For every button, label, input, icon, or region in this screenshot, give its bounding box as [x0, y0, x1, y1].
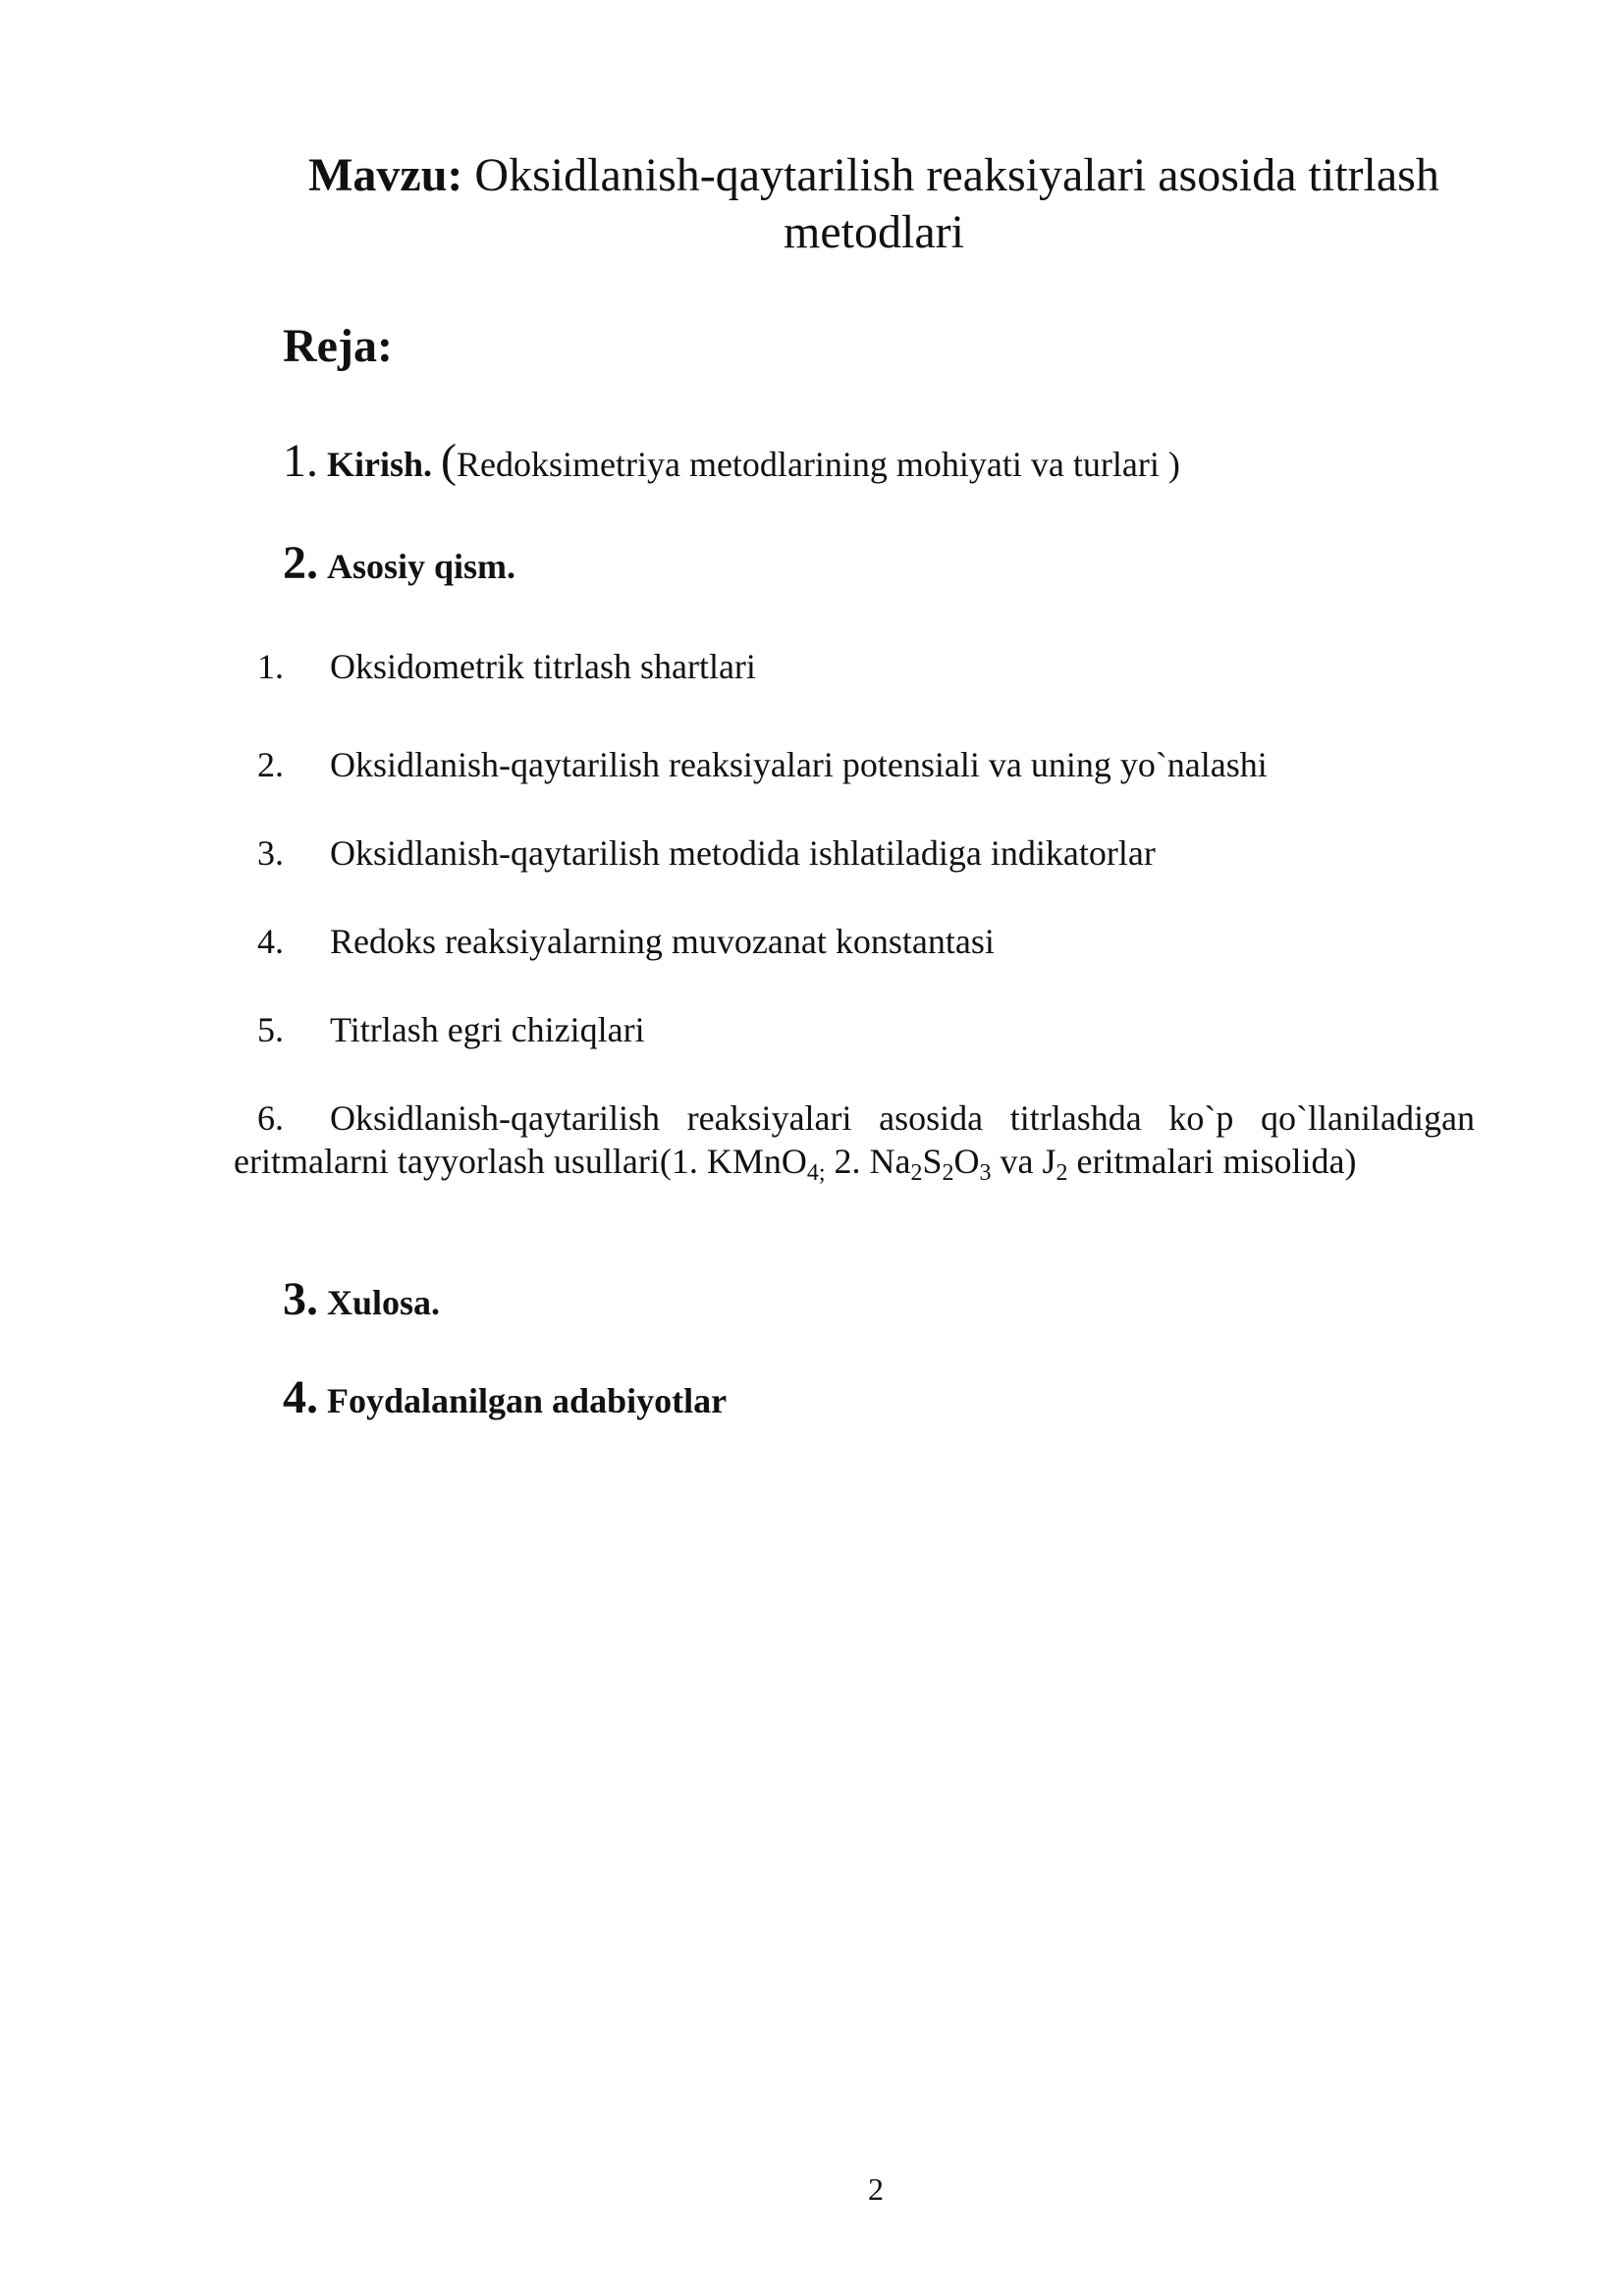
section-1 [283, 435, 1180, 487]
section-number: 2. [283, 537, 318, 589]
title-label: Mavzu: [308, 149, 463, 201]
section-paren: ( [441, 435, 457, 487]
subitem-text: Oksidlanish-qaytarilish metodida ishlatiladiga indikatorlar [330, 833, 1156, 873]
subscript: 2 [910, 1160, 923, 1186]
subitem-text-part: 2. Na [825, 1142, 911, 1181]
page-title [236, 147, 1512, 261]
subscript: 3 [979, 1160, 992, 1186]
subitem-text: Redoks reaksiyalarning muvozanat konstantasi [330, 922, 995, 961]
section-3 [283, 1273, 441, 1325]
plan-heading: Reja: [283, 320, 393, 372]
section-heading: Asosiy qism. [327, 547, 516, 586]
subitem-text: Oksidlanish-qaytarilish reaksiyalari asosida titrlashda ko`p qo`llaniladigan [330, 1098, 1475, 1138]
section-heading: Kirish. [327, 445, 433, 484]
section-number: 4. [283, 1371, 318, 1423]
subitem-6-line-2 [234, 1140, 1475, 1186]
subscript: 2 [1056, 1160, 1068, 1186]
subitem-number: 2. [257, 745, 284, 784]
section-heading: Foydalanilgan adabiyotlar [327, 1381, 728, 1420]
title-text: Oksidlanish-qaytarilish reaksiyalari asosida titrlash metodlari [462, 149, 1439, 258]
subitem-text: Oksidlanish-qaytarilish reaksiyalari potensiali va uning yo`nalashi [330, 745, 1268, 784]
subitem-number: 6. [257, 1098, 284, 1138]
subitem-number: 3. [257, 833, 284, 873]
subitem-text-part: eritmalari misolida) [1067, 1142, 1357, 1181]
subitem-text: Titrlash egri chiziqlari [330, 1010, 645, 1049]
subitem-text: Oksidometrik titrlash shartlari [330, 647, 756, 686]
subitem-text-part: O [953, 1142, 980, 1181]
subitem-5 [257, 1008, 645, 1051]
subitem-4 [257, 920, 995, 963]
subscript: 2 [942, 1160, 954, 1186]
subscript: 4; [806, 1160, 826, 1186]
section-number: 1. [283, 435, 318, 487]
section-number: 3. [283, 1273, 318, 1325]
page-number: 2 [868, 2171, 884, 2207]
subitem-3 [257, 831, 1156, 875]
subitem-6 [234, 1096, 1475, 1186]
subitem-number: 4. [257, 922, 284, 961]
section-description: Redoksimetriya metodlarining mohiyati va turlari ) [457, 445, 1180, 484]
subitem-text-part: va J [991, 1142, 1056, 1181]
subitem-number: 1. [257, 647, 284, 686]
section-2 [283, 537, 516, 589]
subitem-2 [257, 743, 1268, 786]
subitem-number: 5. [257, 1010, 284, 1049]
subitem-6-line-1 [234, 1096, 1475, 1140]
section-heading: Xulosa. [327, 1283, 441, 1322]
subitem-1 [257, 645, 756, 688]
subitem-text-part: eritmalarni tayyorlash usullari(1. KMnO [234, 1142, 807, 1181]
section-4 [283, 1371, 728, 1423]
subitem-text-part: S [922, 1142, 943, 1181]
